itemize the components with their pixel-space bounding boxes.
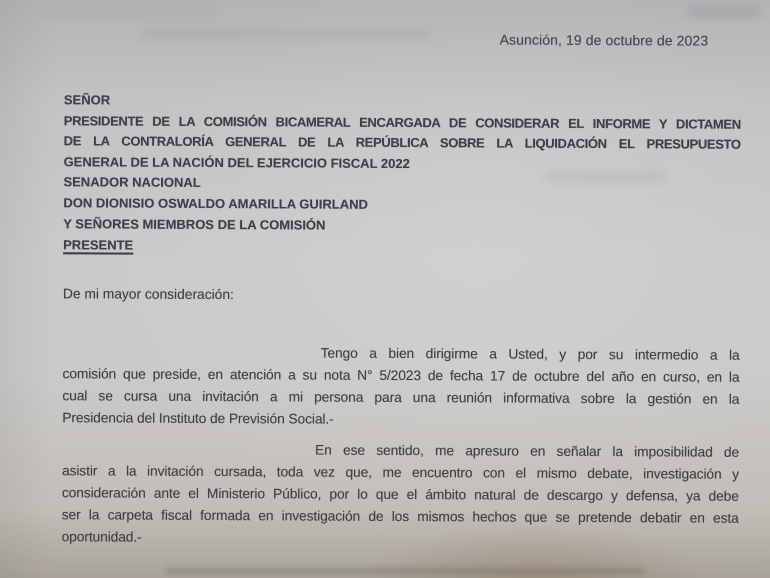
recipient-line-contraloria: DE LA CONTRALORÍA GENERAL DE LA REPÚBLICA SOBRE LA LIQUIDACIÓN EL PRESUPUESTO (63, 133, 741, 152)
body-line: Tengo a bien dirigirme a Usted, y por su intermedio a la (320, 345, 740, 363)
presente-line (63, 234, 740, 260)
recipient-line-senor: SEÑOR (63, 92, 111, 108)
salutation: De mi mayor consideración: (62, 286, 234, 303)
recipient-line-general: GENERAL DE LA NACIÓN DEL EJERCICIO FISCAL 2022 (63, 154, 410, 171)
recipient-line-nombre: DON DIONISIO OSWALDO AMARILLA GUIRLAND (63, 195, 368, 212)
body-line: En ese sentido, me apresuro en señalar la imposibilidad de (315, 442, 740, 460)
body-line: ser la carpeta fiscal formada en investigación de los mismos hechos que se pretende debatir en esta (61, 507, 739, 526)
paragraph-1 (62, 341, 739, 433)
letter-page (62, 0, 742, 552)
body-line: asistir a la invitación cursada, toda vez que, me encuentro con el mismo debate, investigación y (61, 463, 740, 482)
recipient-line-presidente: PRESIDENTE DE LA COMISIÓN BICAMERAL ENCARGADA DE CONSIDERAR EL INFORME Y DICTAMEN (63, 112, 741, 132)
bleed-through-artifact (165, 568, 645, 574)
date-line: Asunción, 19 de octubre de 2023 (499, 31, 709, 49)
presente-label: PRESENTE (63, 237, 134, 253)
body-line: comisión que preside, en atención a su nota N° 5/2023 de fecha 17 de octubre del año en curso, en la (62, 366, 740, 385)
body-line: oportunidad.- (61, 529, 142, 545)
body-line: consideración ante el Ministerio Público, por lo que el ámbito natural de descargo y defensa, ya debe (61, 485, 739, 504)
recipient-line-miembros: Y SEÑORES MIEMBROS DE LA COMISIÓN (63, 215, 326, 233)
body-line: Presidencia del Instituto de Previsión Social.- (62, 410, 334, 427)
recipient-line-senador: SENADOR NACIONAL (63, 174, 201, 191)
recipient-block (63, 90, 741, 260)
paragraph-2 (62, 438, 740, 552)
body-line: cual se cursa una invitación a mi persona para una reunión informativa sobre la gestión en la (62, 388, 740, 407)
